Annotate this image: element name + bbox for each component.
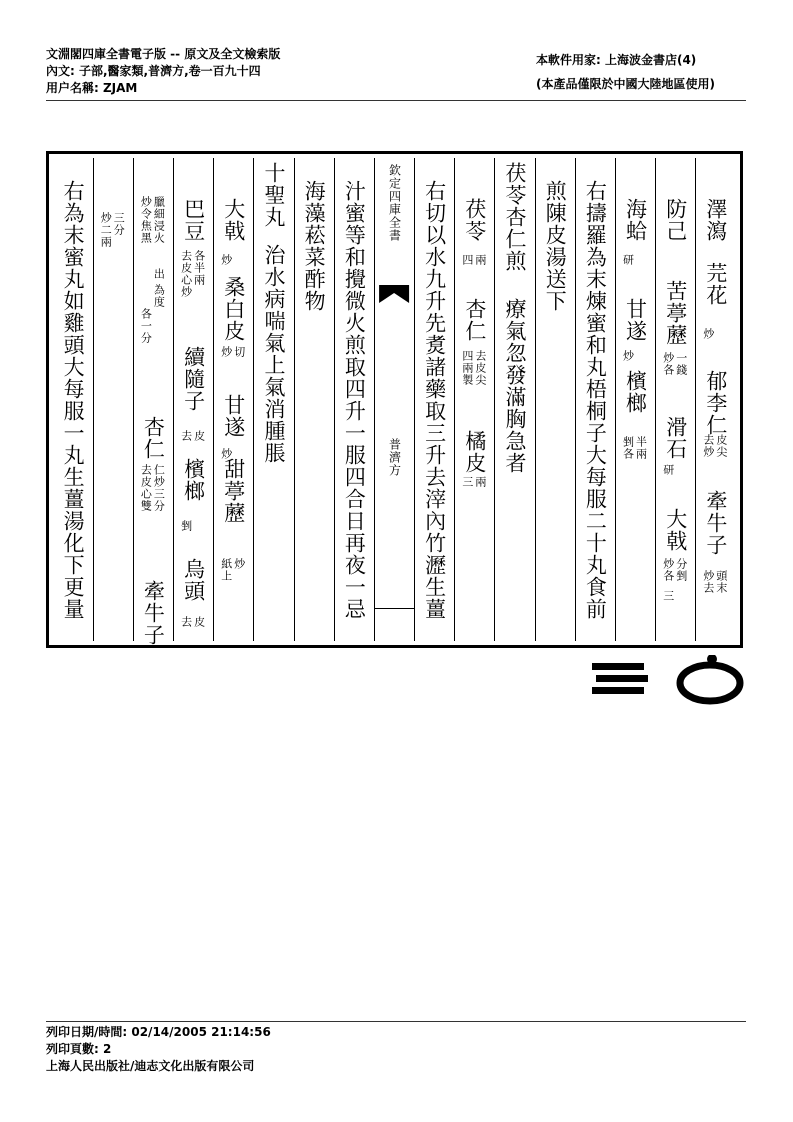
annotation-text-segment: 剉	[179, 520, 193, 532]
fishtail-mark-icon	[374, 285, 414, 303]
header-content-path: 內文: 子部,醫家類,普濟方,卷一百九十四	[46, 64, 261, 78]
main-text-segment: 右為末蜜丸如雞頭大每服一丸生薑湯化下更量	[61, 180, 86, 620]
footer-publisher: 上海人民出版社/迪志文化出版有限公司	[46, 1059, 255, 1073]
text-column-c12	[214, 158, 254, 641]
annotation-text-segment: 炒	[219, 254, 233, 266]
text-page-frame	[46, 151, 743, 648]
text-column-c13	[174, 158, 214, 641]
annotation-text-segment: 四兩製	[460, 350, 474, 386]
header-licensee: 本軟件用家: 上海波金書店(4)	[536, 53, 697, 67]
main-text-segment: 苦葶藶	[663, 280, 688, 346]
annotation-text-segment: 分剉	[674, 558, 688, 582]
main-text-segment: 郁李仁	[703, 370, 728, 436]
header-title: 文淵閣四庫全書電子版 -- 原文及全文檢索版	[46, 47, 281, 61]
annotation-text-segment: 炒	[621, 350, 635, 362]
annotation-text-segment: 去炒	[701, 434, 715, 458]
text-column-c3	[615, 158, 655, 641]
main-text-segment: 海藻菘菜酢物	[302, 180, 327, 312]
main-text-segment: 汁蜜等和攪微火煎取四升一服四合日再夜一忌	[342, 180, 367, 620]
annotation-text-segment: 三分	[112, 212, 126, 236]
main-text-segment: 療氣忽發滿胸急者	[503, 298, 528, 474]
annotation-text-segment: 去皮尖	[473, 350, 487, 386]
main-text-segment: 茯苓	[462, 198, 487, 242]
text-column-c15	[93, 158, 133, 641]
annotation-text-segment: 炒	[219, 346, 233, 358]
text-column-c6	[495, 158, 535, 641]
text-column-band	[374, 158, 414, 641]
annotation-text-segment: 切	[232, 346, 246, 358]
text-column-c5	[535, 158, 575, 641]
annotation-text-segment: 兩	[473, 254, 487, 266]
text-column-c10	[294, 158, 334, 641]
text-column-c11	[254, 158, 294, 641]
annotation-text-segment: 炒二兩	[99, 212, 113, 248]
text-column-c9	[334, 158, 374, 641]
main-text-segment: 大戟	[663, 508, 688, 552]
main-text-segment: 澤瀉	[703, 198, 728, 242]
annotation-text-segment: 三	[661, 590, 675, 602]
main-text-segment: 滑石	[663, 416, 688, 460]
annotation-text-segment: 炒各	[661, 352, 675, 376]
main-text-segment: 右擣羅為末煉蜜和丸梧桐子大每服二十丸食前	[583, 180, 608, 620]
footer-print-datetime: 列印日期/時間: 02/14/2005 21:14:56	[46, 1025, 271, 1039]
main-text-segment: 防己	[663, 198, 688, 242]
annotation-text-segment: 去	[179, 430, 193, 442]
header-left	[46, 46, 280, 97]
text-column-c8	[415, 158, 455, 641]
annotation-text-segment: 為度	[152, 284, 166, 308]
annotation-text-segment: 出	[152, 268, 166, 280]
main-text-segment: 甜葶藶	[221, 458, 246, 524]
annotation-text-segment: 各一分	[139, 308, 153, 344]
main-text-segment: 巴豆	[181, 198, 206, 242]
annotation-text-segment: 一錢	[674, 352, 688, 376]
text-columns	[53, 158, 736, 646]
annotation-text-segment: 紙上	[219, 558, 233, 582]
footer	[46, 1024, 271, 1075]
main-text-segment: 海蛤	[623, 198, 648, 242]
text-column-c4	[575, 158, 615, 641]
header-username: 用户名稱: ZJAM	[46, 81, 138, 95]
text-column-c14	[133, 158, 173, 646]
annotation-text-segment: 炒	[219, 448, 233, 460]
main-text-segment: 橘皮	[462, 430, 487, 474]
annotation-text-segment: 皮	[192, 616, 206, 628]
annotation-text-segment: 臘細浸火	[152, 196, 166, 244]
band-rule	[374, 608, 414, 609]
main-text-segment: 杏仁	[462, 298, 487, 342]
text-column-c7	[455, 158, 495, 641]
main-text-segment: 茯苓杏仁煎	[503, 162, 528, 272]
annotation-text-segment: 頭末	[714, 570, 728, 594]
header-rule	[46, 100, 746, 101]
text-column-c16	[53, 158, 93, 641]
text-column-c1	[696, 158, 736, 641]
annotation-text-segment: 各半兩	[192, 250, 206, 286]
main-text-segment: 甘遂	[623, 298, 648, 342]
annotation-text-segment: 剉各	[621, 436, 635, 460]
main-text-segment: 右切以水九升先煑諸藥取三升去滓內竹瀝生薑	[422, 180, 447, 620]
annotation-text-segment: 炒	[701, 328, 715, 340]
annotation-text-segment: 炒	[232, 558, 246, 570]
annotation-text-segment: 半兩	[634, 436, 648, 460]
footer-page-count: 列印頁數: 2	[46, 1042, 112, 1056]
main-text-segment: 續隨子	[181, 346, 206, 412]
annotation-text-segment: 兩	[473, 476, 487, 488]
main-text-segment: 煎陳皮湯送下	[543, 180, 568, 312]
main-text-segment: 烏頭	[181, 558, 206, 602]
annotation-text-segment: 炒各	[661, 558, 675, 582]
annotation-text-segment: 研	[661, 464, 675, 476]
main-text-segment: 牽牛子	[141, 580, 166, 646]
annotation-text-segment: 炒令焦黑	[139, 196, 153, 244]
main-text-segment: 桑白皮	[221, 276, 246, 342]
main-text-segment: 杏仁	[141, 416, 166, 460]
annotation-text-segment: 去皮心雙	[139, 464, 153, 512]
annotation-text-segment: 去	[179, 616, 193, 628]
annotation-text-segment: 仁炒三分	[152, 464, 166, 512]
annotation-text-segment: 皮尖	[714, 434, 728, 458]
annotation-text-segment: 研	[621, 254, 635, 266]
main-text-segment: 牽牛子	[703, 490, 728, 556]
text-column-c2	[656, 158, 696, 641]
header-region-note: (本產品僅限於中國大陸地區使用)	[536, 77, 715, 91]
main-text-segment: 檳榔	[181, 458, 206, 502]
annotation-text-segment: 去皮心炒	[179, 250, 193, 298]
main-text-segment: 大戟	[221, 198, 246, 242]
footer-rule	[46, 1021, 746, 1022]
header-right	[536, 48, 715, 96]
band-title: 欽定四庫全書	[387, 164, 402, 242]
main-text-segment: 檳榔	[623, 370, 648, 414]
annotation-text-segment: 三	[460, 476, 474, 488]
publisher-logo	[592, 655, 744, 707]
main-text-segment: 十聖丸	[261, 162, 286, 228]
annotation-text-segment: 皮	[192, 430, 206, 442]
band-subtitle: 普濟方	[387, 438, 402, 477]
annotation-text-segment: 炒去	[701, 570, 715, 594]
main-text-segment: 甘遂	[221, 394, 246, 438]
main-text-segment: 治水病喘氣上氣消腫脹	[261, 244, 286, 464]
annotation-text-segment: 四	[460, 254, 474, 266]
main-text-segment: 芫花	[703, 262, 728, 306]
